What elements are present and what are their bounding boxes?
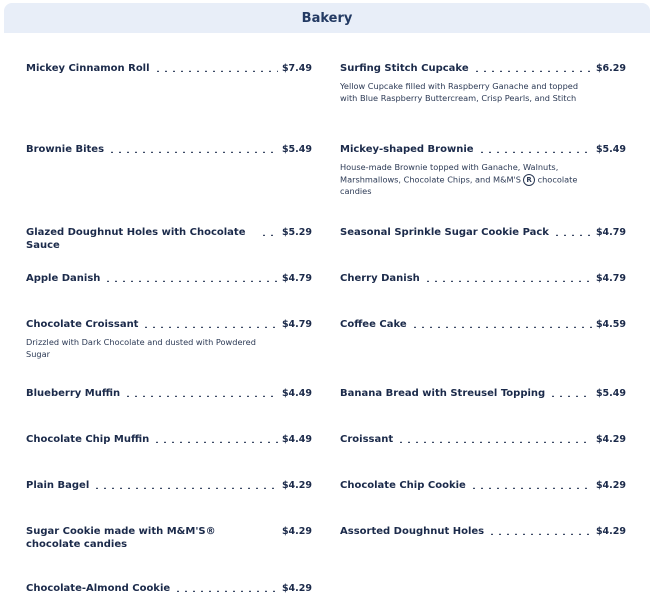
item-price: $5.49: [281, 144, 312, 155]
item-name: Assorted Doughnut Holes: [340, 526, 485, 537]
item-name: Chocolate Croissant: [26, 319, 139, 330]
leader-dots: [488, 525, 592, 535]
item-name: Chocolate Chip Cookie: [340, 480, 466, 491]
menu-item: [340, 226, 626, 239]
item-price: $4.29: [281, 480, 312, 491]
menu-item: [26, 143, 312, 156]
item-name: Plain Bagel: [26, 480, 90, 491]
item-name: Glazed Doughnut Holes with Chocolate Sauce: [26, 227, 246, 251]
registered-mark-icon: R: [523, 174, 535, 186]
item-price: $4.79: [281, 319, 312, 330]
menu-item: [26, 525, 312, 551]
item-description: Yellow Cupcake filled with Raspberry Ganache and topped with Blue Raspberry Buttercream, Crisp Pearls, and Stitch: [340, 81, 579, 103]
menu-item: [26, 62, 312, 75]
item-price: $4.79: [595, 273, 626, 284]
item-price: $4.29: [281, 583, 312, 594]
item-price: $4.79: [281, 273, 312, 284]
leader-dots: [260, 226, 278, 236]
item-name: Croissant: [340, 434, 394, 445]
leader-dots: [154, 62, 278, 72]
item-price: $4.29: [281, 526, 312, 537]
menu-item: [340, 318, 626, 331]
menu-item: [26, 433, 312, 446]
menu-item: [340, 143, 626, 197]
item-price: $4.29: [595, 434, 626, 445]
item-name: Apple Danish: [26, 273, 101, 284]
item-price: $5.29: [281, 227, 312, 238]
menu-item: [26, 226, 312, 252]
item-price: $4.29: [595, 480, 626, 491]
menu-item: [26, 318, 312, 360]
menu-item: [26, 479, 312, 492]
menu-item: [26, 272, 312, 285]
item-name: Banana Bread with Streusel Topping: [340, 388, 546, 399]
item-name: Brownie Bites: [26, 144, 105, 155]
leader-dots: [153, 433, 278, 443]
item-price: $4.29: [595, 526, 626, 537]
leader-dots: [142, 318, 277, 328]
menu-item: [340, 525, 626, 538]
item-price: $4.59: [595, 319, 626, 330]
description-text-end: chocolate candies: [340, 174, 578, 196]
item-name: Mickey-shaped Brownie: [340, 144, 474, 155]
item-name: Seasonal Sprinkle Sugar Cookie Pack: [340, 227, 549, 238]
item-price: $5.49: [595, 388, 626, 399]
leader-dots: [104, 272, 278, 282]
leader-dots: [174, 582, 278, 592]
leader-dots: [549, 387, 592, 397]
menu-item: [340, 433, 626, 446]
leader-dots: [424, 272, 592, 282]
leader-dots: [93, 479, 278, 489]
leader-dots: [470, 479, 592, 489]
item-description: [340, 162, 590, 197]
leader-dots: [473, 62, 592, 72]
item-name: Surfing Stitch Cupcake: [340, 63, 469, 74]
item-price: $4.79: [595, 227, 626, 238]
item-description: Drizzled with Dark Chocolate and dusted with Powdered Sugar: [26, 337, 256, 359]
leader-dots: [478, 143, 592, 153]
leader-dots: [553, 226, 592, 236]
item-price: $5.49: [595, 144, 626, 155]
item-name: Mickey Cinnamon Roll: [26, 63, 150, 74]
item-name: Blueberry Muffin: [26, 388, 121, 399]
menu-item: [340, 387, 626, 400]
section-header: [4, 3, 650, 33]
leader-dots: [108, 143, 278, 153]
item-price: $4.49: [281, 388, 312, 399]
item-price: $6.29: [595, 63, 626, 74]
menu-item: [340, 272, 626, 285]
item-price: $4.49: [281, 434, 312, 445]
item-name: Chocolate-Almond Cookie: [26, 583, 171, 594]
item-name: Cherry Danish: [340, 273, 420, 284]
menu-item: [26, 582, 312, 595]
leader-dots: [411, 318, 592, 328]
section-title: Bakery: [301, 10, 353, 26]
menu-item: [26, 387, 312, 400]
leader-dots: [124, 387, 278, 397]
item-name: Sugar Cookie made with M&M'S® chocolate candies: [26, 526, 216, 550]
menu-item: [340, 479, 626, 492]
item-price: $7.49: [281, 63, 312, 74]
description-text: House-made Brownie topped with Ganache, Walnuts, Marshmallows, Chocolate Chips, and M&M'S: [340, 162, 559, 184]
item-name: Chocolate Chip Muffin: [26, 434, 150, 445]
menu-item: [340, 62, 626, 104]
leader-dots: [397, 433, 592, 443]
item-name: Coffee Cake: [340, 319, 407, 330]
